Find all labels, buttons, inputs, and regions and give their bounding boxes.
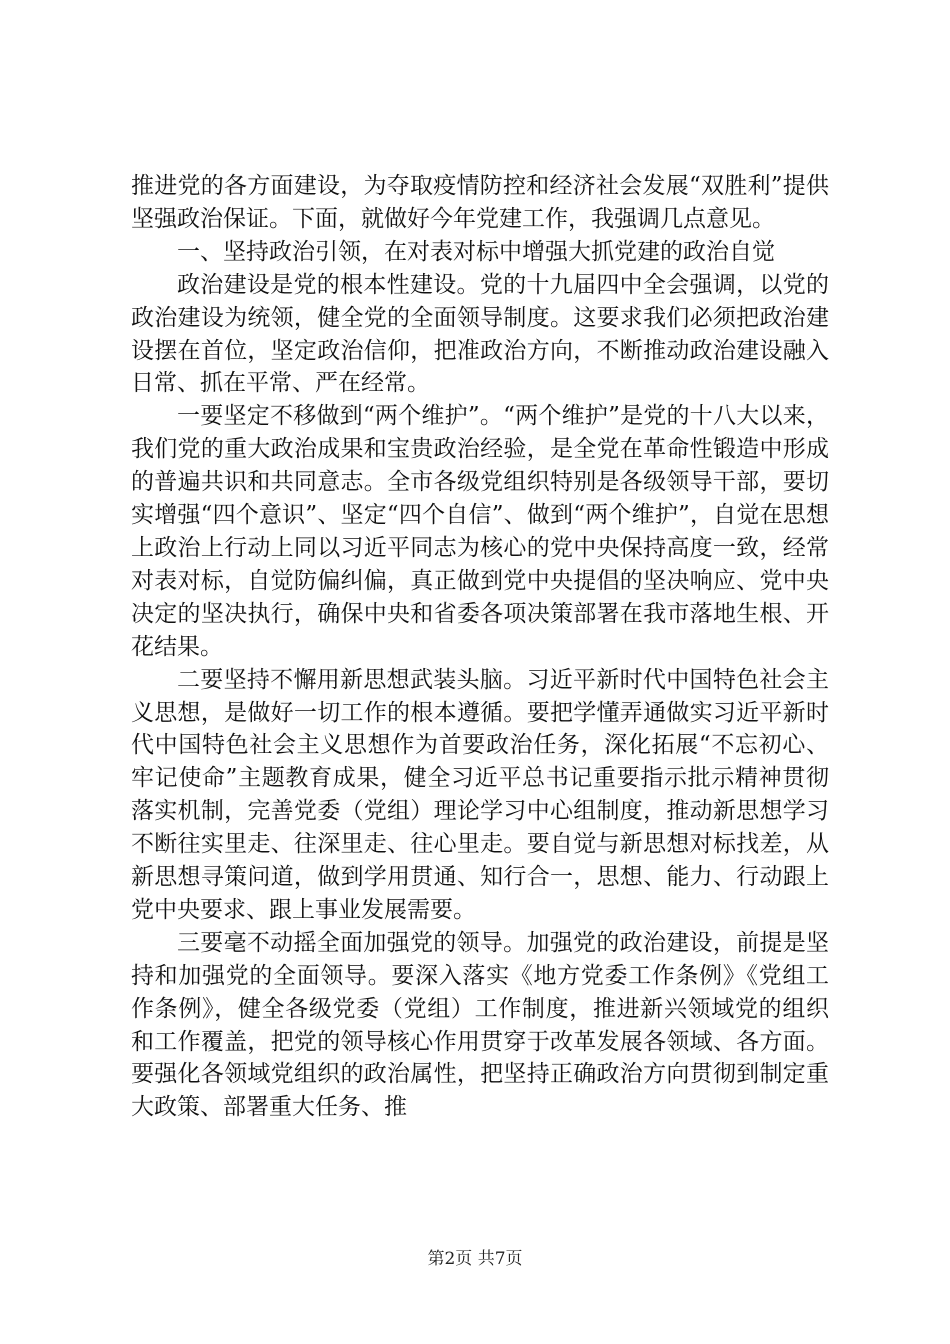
paragraph: 二要坚持不懈用新思想武装头脑。习近平新时代中国特色社会主义思想，是做好一切工作的根本遵循。要把学懂弄通做实习近平新时代中国特色社会主义思想作为首要政治任务，深化拓展“不忘初心、牢记使命”主题教育成果，健全习近平总书记重要指示批示精神贯彻落实机制，完善党委（党组）理论学习中心组制度，推动新思想学习不断往实里走、往深里走、往心里走。要自觉与新思想对标找差，从新思想寻策问道，做到学用贯通、知行合一，思想、能力、行动跟上党中央要求、跟上事业发展需要。 xyxy=(131,666,829,923)
paragraph: 政治建设是党的根本性建设。党的十九届四中全会强调，以党的政治建设为统领，健全党的全面领导制度。这要求我们必须把政治建设摆在首位，坚定政治信仰，把准政治方向，不断推动政治建设融入日常、抓在平常、严在经常。 xyxy=(131,271,829,397)
paragraph: 三要毫不动摇全面加强党的领导。加强党的政治建设，前提是坚持和加强党的全面领导。要深入落实《地方党委工作条例》《党组工作条例》，健全各级党委（党组）工作制度，推进新兴领域党的组织和工作覆盖，把党的领导核心作用贯穿于改革发展各领域、各方面。要强化各领域党组织的政治属性，把坚持正确政治方向贯彻到制定重大政策、部署重大任务、推 xyxy=(131,929,829,1121)
page-footer: 第2页 共7页 xyxy=(427,1249,523,1269)
document-body xyxy=(131,170,829,1124)
paragraph-continuation: 推进党的各方面建设，为夺取疫情防控和经济社会发展“双胜利”提供坚强政治保证。下面，就做好今年党建工作，我强调几点意见。 xyxy=(131,173,829,232)
section-heading: 一、坚持政治引领，在对表对标中增强大抓党建的政治自觉 xyxy=(177,238,775,265)
paragraph: 一要坚定不移做到“两个维护”。“两个维护”是党的十八大以来，我们党的重大政治成果和宝贵政治经验，是全党在革命性锻造中形成的普遍共识和共同意志。全市各级党组织特别是各级领导干部，要切实增强“四个意识”、坚定“四个自信”、做到“两个维护”，自觉在思想上政治上行动上同以习近平同志为核心的党中央保持高度一致，经常对表对标，自觉防偏纠偏，真正做到党中央提倡的坚决响应、党中央决定的坚决执行，确保中央和省委各项决策部署在我市落地生根、开花结果。 xyxy=(131,403,829,660)
